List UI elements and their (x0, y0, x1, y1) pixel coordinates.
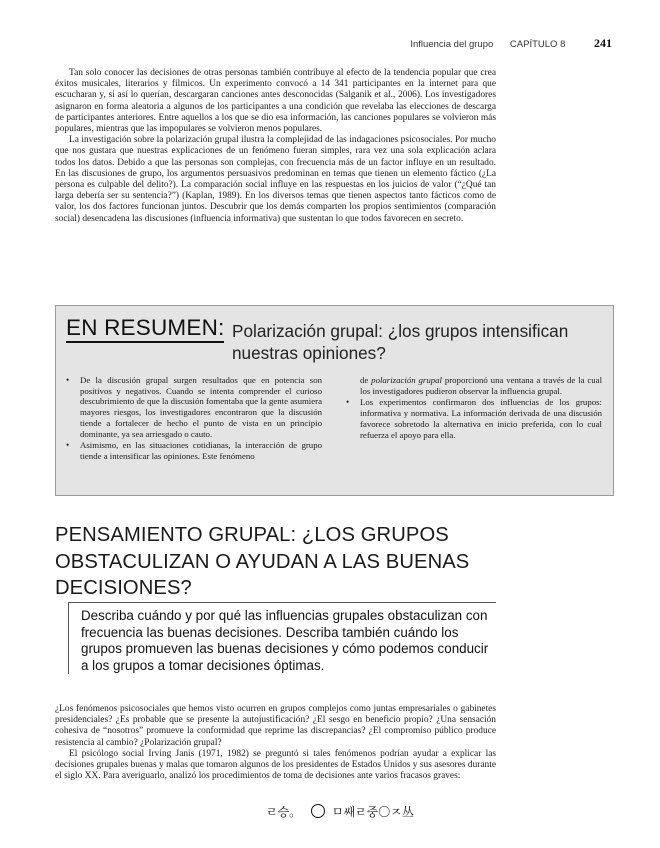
footer-right: ㅁ쌔ㄹ중〇ㅈ丛 (331, 805, 414, 819)
closing-paragraph: El psicólogo social Irving Janis (1971, 1982) se preguntó si tales fenómenos podrían ayudar a explicar las decisiones grupales buenas y malas que tomaron algunos de los presidentes de Estados Unidos y sus asesores durante el siglo XX. Para averiguarlo, analizó los procedimientos de toma de decisiones ante varios fracasos graves: (55, 748, 496, 782)
circle-icon (311, 804, 325, 818)
section-heading: PENSAMIENTO GRUPAL: ¿LOS GRUPOS OBSTACULIZAN O AYUDAN A LAS BUENAS DECISIONES? (55, 524, 470, 599)
intro-paragraph: Tan solo conocer las decisiones de otras personas también contribuye al efecto de la tendencia popular que crea éxitos musicales, literarios y fílmicos. Un experimento convocó a 14 341 participantes en la internet para que escucharan y, si así lo querían, descargaran canciones antes desconocidas (Salganik et al., 2006). Los investigadores asignaron en forma aleatoria a algunos de los participantes a una condición que revelaba las elecciones de descarga de participantes anteriores. Entre aquellos a los que se dio esa información, las canciones populares se volvieron más populares, mientras que las impopulares se volvieron menos populares. (55, 68, 496, 135)
intro-text (55, 68, 496, 225)
chapter-label: CAPÍTULO 8 (509, 39, 566, 50)
summary-title: Polarización grupal: ¿los grupos intensifican nuestras opiniones? (232, 321, 569, 363)
bullet-icon: • (346, 397, 350, 408)
closing-paragraph: ¿Los fenómenos psicosociales que hemos visto ocurren en grupos complejos como juntas empresariales o gabinetes presidenciales? ¿Es probable que se presente la autojustificación? ¿El sesgo en beneficio propio? ¿Una sensación cohesiva de “nosotros” promueve la conformidad que reprime las discrepancias? ¿El compromiso público produce resistencia al cambio? ¿Polarización grupal? (55, 704, 496, 748)
intro-paragraph: La investigación sobre la polarización grupal ilustra la complejidad de las indagaciones psicosociales. Por mucho que nos gustara que nuestras explicaciones de un fenómeno fueran simples, rara vez una sola explicación aclara todos los datos. Debido a que las personas son complejas, con frecuencia más de un factor influye en un resultado. En las discusiones de grupo, los argumentos persuasivos predominan en temas que tienen un elemento fáctico (¿La persona es culpable del delito?). La comparación social influye en las respuestas en los juicios de valor (“¿Qué tan larga debería ser su sentencia?”) (Kaplan, 1989). En los diversos temas que tienen aspectos tanto fácticos como de valor, los dos factores funcionan juntos. Descubrir que los demás comparten los propios sentimientos (comparación social) desencadena las discusiones (influencia informativa) que sustentan lo que todos favorecen en secreto. (55, 135, 496, 224)
summary-box (55, 305, 614, 496)
page-number: 241 (594, 36, 612, 50)
bullet-icon: • (66, 375, 70, 385)
summary-columns (64, 375, 602, 463)
footer-left: ㄹ승。 (266, 805, 302, 819)
summary-bullet-text: De la discusión grupal surgen resultados que en potencia son positivos y negativos. Cuando se intenta comprender el curioso descubrimiento de que la discusión fomentaba que la gente asumiera mayores riesgos, los investigadores encontraron que la discusión tiende a fortalecer de hecho el punto de vista en un principio dominante, ya sea arriesgado o cauto. (80, 375, 322, 439)
running-head (192, 36, 612, 52)
summary-bullet-continuation: de polarización grupal proporcionó una ventana a través de la cual los investigadores pudieron observar la influencia grupal. (360, 375, 603, 396)
summary-bullet-text: Asimismo, en las situaciones cotidianas, la interacción de grupo tiende a intensificar las opiniones. Este fenómeno (80, 440, 322, 461)
summary-column-left (64, 375, 322, 463)
summary-bullet (344, 397, 602, 440)
summary-bullet (64, 375, 322, 439)
summary-bullet (64, 440, 322, 461)
learning-objective: Describa cuándo y por qué las influencias grupales obstaculizan con frecuencia las buenas decisiones. Describa también cuándo los grupos promueven las buenas decisiones y cómo podemos conducir a los grupos a tomar decisiones óptimas. (68, 602, 496, 674)
summary-column-right (344, 375, 602, 463)
running-title: Influencia del grupo (410, 39, 494, 50)
italic-term: polarización grupal (371, 375, 442, 385)
closing-text (55, 704, 496, 782)
bullet-icon: • (66, 440, 70, 451)
summary-label: EN RESUMEN: (66, 315, 224, 343)
footer-mark (266, 803, 466, 821)
summary-bullet-text: Los experimentos confirmaron dos influencias de los grupos: informativa y normativa. La información derivada de una discusión favorece sobretodo la alternativa en inicio preferida, con lo cual refuerza el apoyo para ella. (360, 397, 602, 440)
